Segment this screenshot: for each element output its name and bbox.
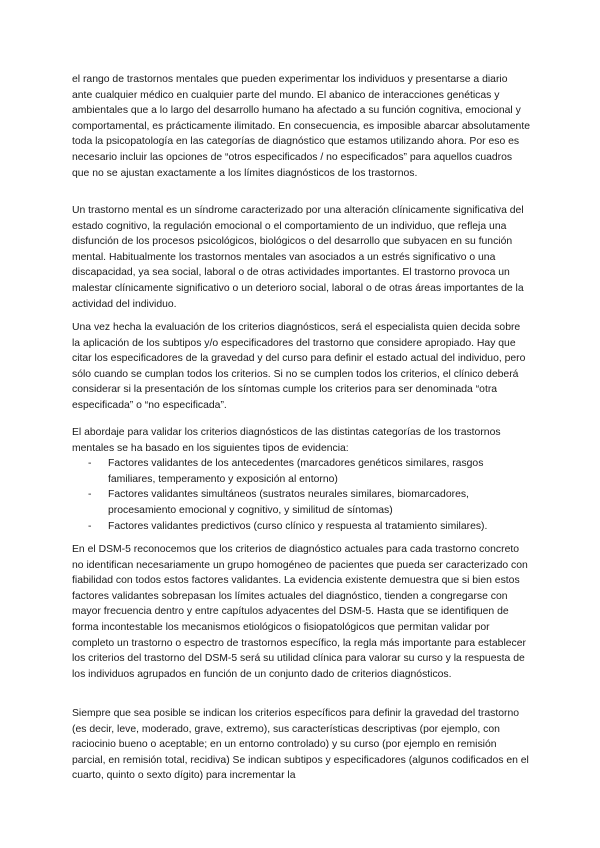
list-item [72, 456, 530, 487]
paragraph-validation-approach: El abordaje para validar los criterios diagnósticos de las distintas categorías de los trastornos mentales se ha basado en los siguientes tipos de evidencia: [72, 427, 501, 454]
paragraph-severity-criteria: Siempre que sea posible se indican los criterios específicos para definir la gravedad del trastorno (es decir, leve, moderado, grave, extremo), sus características descriptivas (por ejemplo, con raciocinio bueno o aceptable; en un entorno controlado) y su curso (por ejemplo en remisión parcial, en remisión total, recidiva) Se indican subtipos y especificadores (algunos codificados en el cuarto, quinto o sexto dígito) para incrementar la [72, 708, 529, 782]
evidence-section [72, 425, 530, 534]
paragraph-dsm5-validators: En el DSM-5 reconocemos que los criterios de diagnóstico actuales para cada trastorno concreto no identifican necesariamente un grupo homogéneo de pacientes que pueda ser caracterizado con fiabilidad con todos estos factores validantes. La evidencia existente demuestra que si bien estos factores validantes sobrepasan los límites actuales del diagnóstico, tienden a congregarse con mayor frecuencia dentro y entre capítulos adyacentes del DSM-5. Hasta que se identifiquen de forma incontestable los mecanismos etiológicos o fisiopatológicos que permitan validar por completo un trastorno o espectro de trastornos específico, la regla más importante para establecer los criterios del trastorno del DSM-5 será su utilidad clínica para valorar su curso y la respuesta de los individuos agrupados en función de un conjunto dado de criterios diagnósticos. [72, 544, 528, 680]
evidence-list [72, 456, 530, 534]
list-item-text: Factores validantes simultáneos (sustratos neurales similares, biomarcadores, procesamiento emocional y cognitivo, y similitud de síntomas) [108, 489, 469, 516]
paragraph-specifiers: Una vez hecha la evaluación de los criterios diagnósticos, será el especialista quien decida sobre la aplicación de los subtipos y/o especificadores del trastorno que considere apropiado. Hay que citar los especificadores de la gravedad y del curso para definir el estado actual del individuo, pero sólo cuando se cumplan todos los criterios. Si no se cumplen todos los criterios, el clínico deberá considerar si la presentación de los síntomas cumple los criterios para ser denominada “otra especificada” o “no especificada”. [72, 322, 526, 411]
list-marker: - [88, 489, 92, 501]
paragraph-diagnostic-scope: el rango de trastornos mentales que pueden experimentar los individuos y presentarse a diario ante cualquier médico en cualquier parte del mundo. El abanico de interacciones genéticas y ambientales que a lo largo del desarrollo humano ha afectado a su función cognitiva, emocional y comportamental, es prácticamente ilimitado. En consecuencia, es imposible abarcar absolutamente toda la psicopatología en las categorías de diagnóstico que estamos utilizando ahora. Por eso es necesario incluir las opciones de “otros especificados / no especificados” para aquellos cuadros que no se ajustan exactamente a los límites diagnósticos de los trastornos. [72, 74, 530, 179]
list-marker: - [88, 458, 92, 470]
list-item [72, 487, 530, 518]
list-marker: - [88, 520, 92, 532]
list-item-text: Factores validantes predictivos (curso clínico y respuesta al tratamiento similares). [108, 520, 488, 532]
list-item [72, 519, 530, 535]
paragraph-mental-disorder-definition: Un trastorno mental es un síndrome caracterizado por una alteración clínicamente significativa del estado cognitivo, la regulación emocional o el comportamiento de un individuo, que refleja una disfunción de los procesos psicológicos, biológicos o del desarrollo que subyacen en su función mental. Habitualmente los trastornos mentales van asociados a un estrés significativo o una discapacidad, ya sea social, laboral o de otras actividades importantes. El trastorno provoca un malestar clínicamente significativo o un deterioro social, laboral o de otras áreas importantes de la actividad del individuo. [72, 205, 524, 310]
list-item-text: Factores validantes de los antecedentes (marcadores genéticos similares, rasgos familiares, temperamento y exposición al entorno) [108, 458, 484, 485]
